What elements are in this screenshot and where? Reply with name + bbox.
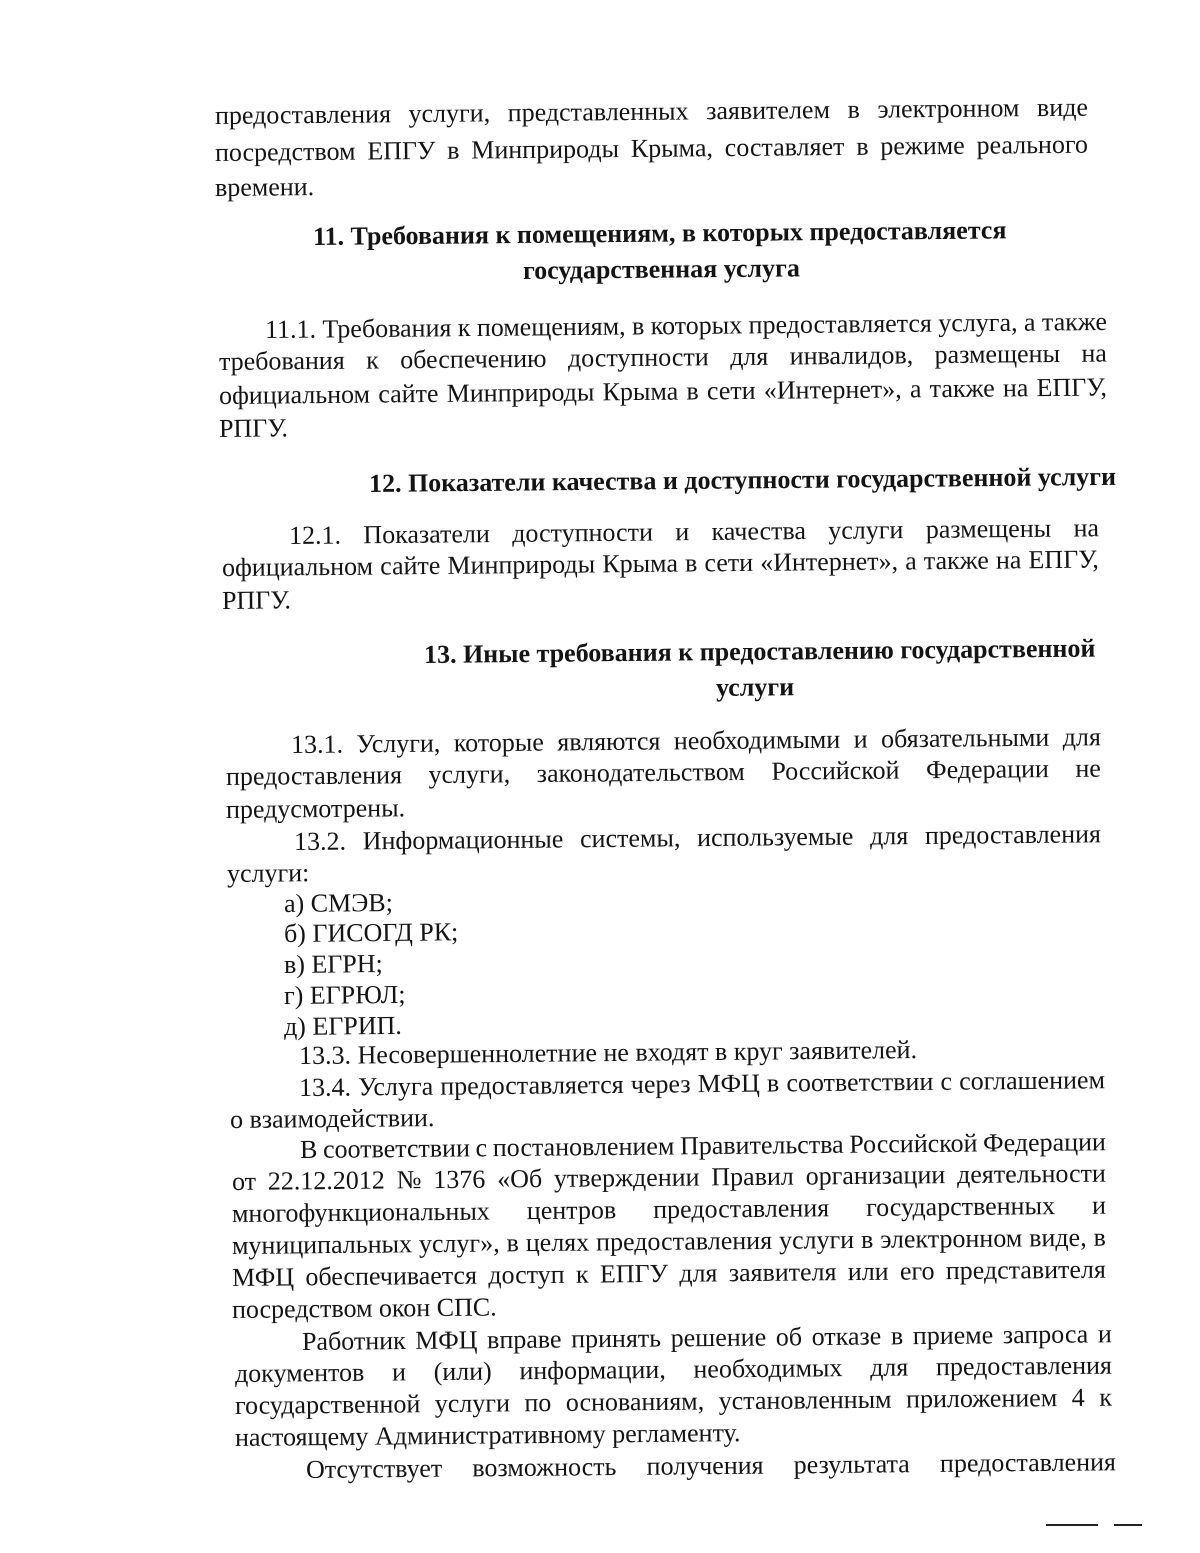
paragraph-line: услуги: xyxy=(226,858,310,888)
section-11-heading-cont: государственная услуга xyxy=(522,253,801,285)
paragraph-line: официальном сайте Минприроды Крыма в сети «Интернет», а также на ЕПГУ, xyxy=(221,544,1099,582)
paragraph-line: от 22.12.2012 № 1376 «Об утверждении Правил организации деятельности xyxy=(231,1158,1107,1196)
paragraph-line: документов и (или) информации, необходимых для предоставления xyxy=(234,1350,1113,1388)
paragraph-line: многофункциональных центров предоставления государственных и xyxy=(231,1190,1107,1228)
paragraph-line: МФЦ обеспечивается доступ к ЕПГУ для заявителя или его представителя xyxy=(231,1254,1107,1292)
section-13-heading: 13. Иные требования к предоставлению государственной xyxy=(423,633,1096,669)
paragraph-line: Отсутствует возможность получения результата предоставления xyxy=(305,1447,1117,1484)
paragraph-line: предоставления услуги, законодательством Российской Федерации не xyxy=(225,753,1102,791)
paragraph-line: предоставления услуги, представленных заявителем в электронном виде xyxy=(214,92,1089,130)
list-item: д) ЕГРИП. xyxy=(283,1010,402,1041)
paragraph-line: 11.1. Требования к помещениям, в которых предоставляется услуга, а также xyxy=(264,306,1108,344)
paragraph-line: 13.1. Услуги, которые являются необходимыми и обязательными для xyxy=(290,722,1102,759)
paragraph-line: 13.2. Информационные системы, используемые для предоставления xyxy=(293,819,1102,856)
paragraph-line: муниципальных услуг», в целях предоставления услуги в электронном виде, в xyxy=(231,1222,1106,1260)
paragraph-line: В соответствии с постановлением Правительства Российской Федерации xyxy=(299,1127,1107,1164)
paragraph-line: 12.1. Показатели доступности и качества услуги размещены на xyxy=(288,513,1100,550)
paragraph-line: 13.4. Услуга предоставляется через МФЦ в соответствии с соглашением xyxy=(298,1065,1106,1102)
list-item: а) СМЭВ; xyxy=(283,887,394,918)
scan-mark xyxy=(1114,1524,1142,1526)
list-item: г) ЕГРЮЛ; xyxy=(283,979,406,1010)
paragraph-line: настоящему Административному регламенту. xyxy=(234,1418,741,1452)
paragraph-line: 13.3. Несовершеннолетние не входят в круг заявителей. xyxy=(298,1035,918,1070)
paragraph-line: РПГУ. xyxy=(221,585,292,615)
scan-mark xyxy=(1046,1524,1098,1526)
paragraph-line: посредством окон СПС. xyxy=(231,1292,497,1324)
section-11-heading: 11. Требования к помещениям, в которых предоставляется xyxy=(312,215,1007,251)
paragraph-line: предусмотрены. xyxy=(225,793,406,824)
list-item: в) ЕГРН; xyxy=(283,949,383,979)
section-13-heading-cont: услуги xyxy=(715,672,795,702)
paragraph-line: требования к обеспечению доступности для инвалидов, размещены на xyxy=(218,338,1108,376)
paragraph-line: времени. xyxy=(214,172,315,202)
paragraph-line: Работник МФЦ вправе принять решение об отказе в приеме запроса и xyxy=(301,1319,1112,1356)
paragraph-line: государственной услуги по основаниям, установленным приложением 4 к xyxy=(234,1382,1113,1420)
section-12-heading: 12. Показатели качества и доступности государственной услуги xyxy=(368,461,1117,498)
paragraph-line: РПГУ. xyxy=(218,413,289,443)
paragraph-line: посредством ЕПГУ в Минприроды Крыма, составляет в режиме реального xyxy=(214,129,1089,167)
paragraph-line: о взаимодействии. xyxy=(229,1103,435,1134)
list-item: б) ГИСОГД РК; xyxy=(283,917,459,948)
paragraph-line: официальном сайте Минприроды Крыма в сети «Интернет», а также на ЕПГУ, xyxy=(218,372,1108,410)
